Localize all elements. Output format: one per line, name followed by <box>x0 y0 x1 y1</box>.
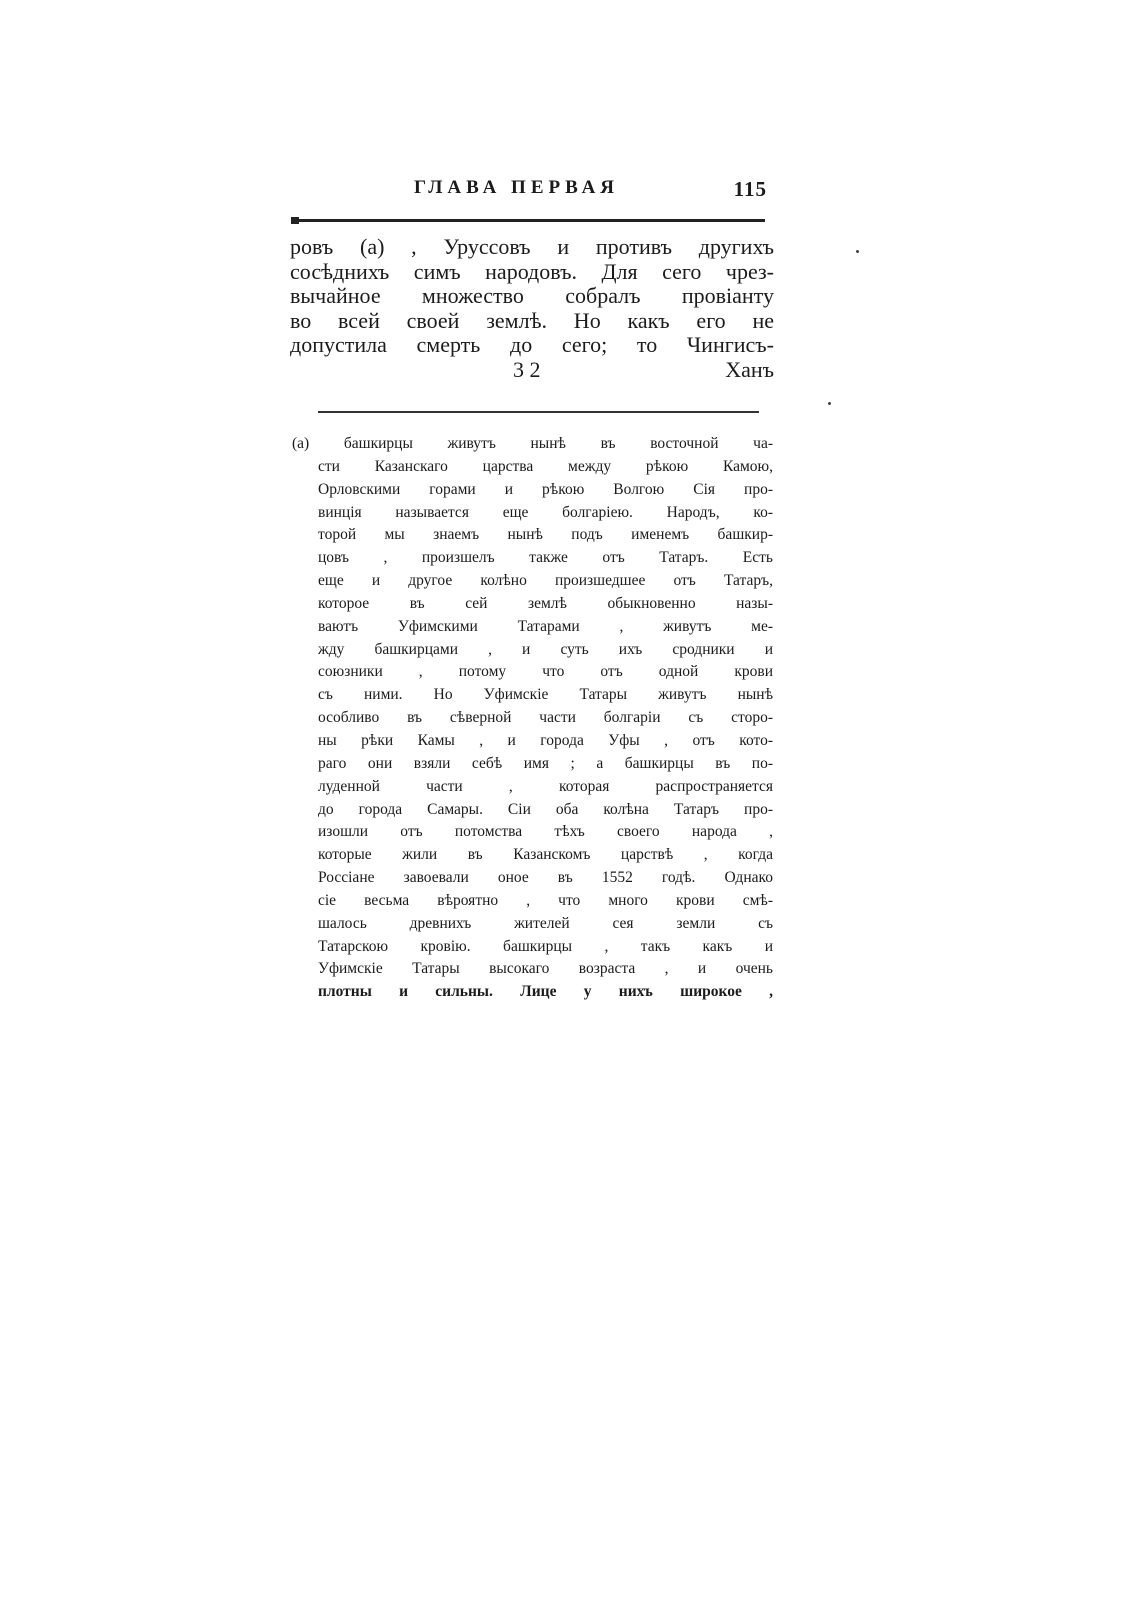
main-text-line: ровъ (а) , Уруссовъ и противъ другихъ <box>290 234 774 259</box>
footnote-line: Орловскими горами и рѣкою Волгою Сія про- <box>318 480 773 498</box>
footnote-line: шалось древнихъ жителей сея земли съ <box>318 914 773 932</box>
main-text-line: во всей своей землѣ. Но какъ его не <box>290 307 774 333</box>
main-text-line: сосѣднихъ симъ народовъ. Для сего чрез- <box>290 258 774 284</box>
footnote-line: изошли отъ потомства тѣхъ своего народа , <box>318 823 773 841</box>
signature-mark: 3 2 <box>513 356 541 382</box>
chapter-title: ГЛАВА ПЕРВАЯ <box>414 177 620 198</box>
main-text <box>290 235 774 383</box>
catchword: Ханъ <box>725 356 774 382</box>
page-number: 115 <box>733 177 767 201</box>
footnote-line: Татарскою кровію. башкирцы , такъ какъ и <box>318 937 773 955</box>
footnote-line: особливо въ сѣверной части болгаріи съ сторо- <box>318 709 773 727</box>
footnote-line: винція называется еще болгаріею. Народъ, ко- <box>318 503 773 521</box>
ink-speck <box>856 250 859 253</box>
footnote-line: ваютъ Уфимскими Татарами , живутъ ме- <box>318 617 773 635</box>
footnote-line: торой мы знаемъ нынѣ подъ именемъ башкир- <box>318 526 773 544</box>
footnote-rule <box>318 411 759 413</box>
footnote-line: Уфимскіе Татары высокаго возраста , и очень <box>318 960 773 978</box>
footnote <box>292 433 773 1004</box>
footnote-line: съ ними. Но Уфимскіе Татары живутъ нынѣ <box>318 686 773 704</box>
footnote-line: плотны и сильны. Лице у нихъ широкое , <box>318 983 773 1001</box>
running-head <box>292 177 767 207</box>
footnote-line: сіе весьма вѣроятно , что много крови смѣ- <box>318 891 773 909</box>
footnote-line: до города Самары. Сіи оба колѣна Татаръ про- <box>318 800 773 818</box>
footnote-line: союзники , потому что отъ одной крови <box>318 663 773 681</box>
footnote-line: ны рѣки Камы , и города Уфы , отъ кото- <box>318 731 773 749</box>
footnote-line: (а) башкирцы живутъ нынѣ въ восточной ча- <box>292 435 773 452</box>
footnote-line: которое въ сей землѣ обыкновенно назы- <box>318 594 773 612</box>
footnote-line: луденной части , которая распространяется <box>318 777 773 795</box>
footnote-line: жду башкирцами , и суть ихъ сродники и <box>318 640 773 658</box>
ink-speck <box>828 402 831 405</box>
footnote-line: Россіане завоевали оное въ 1552 годѣ. Однако <box>318 869 773 887</box>
footnote-line: раго они взяли себѣ имя ; а башкирцы въ по- <box>318 754 773 772</box>
footnote-line: цовъ , произшелъ также отъ Татаръ. Есть <box>318 549 773 567</box>
footnote-line: которые жили въ Казанскомъ царствѣ , когда <box>318 846 773 864</box>
footnote-line: сти Казанскаго царства между рѣкою Камою, <box>318 457 773 475</box>
main-text-line: вычайное множество собралъ провіанту <box>290 283 774 309</box>
main-text-line: допустила смерть до сего; то Чингисъ- <box>290 332 774 358</box>
header-rule <box>293 219 765 222</box>
signature-line <box>290 358 774 383</box>
footnote-line: еще и другое колѣно произшедшее отъ Татаръ, <box>318 572 773 590</box>
